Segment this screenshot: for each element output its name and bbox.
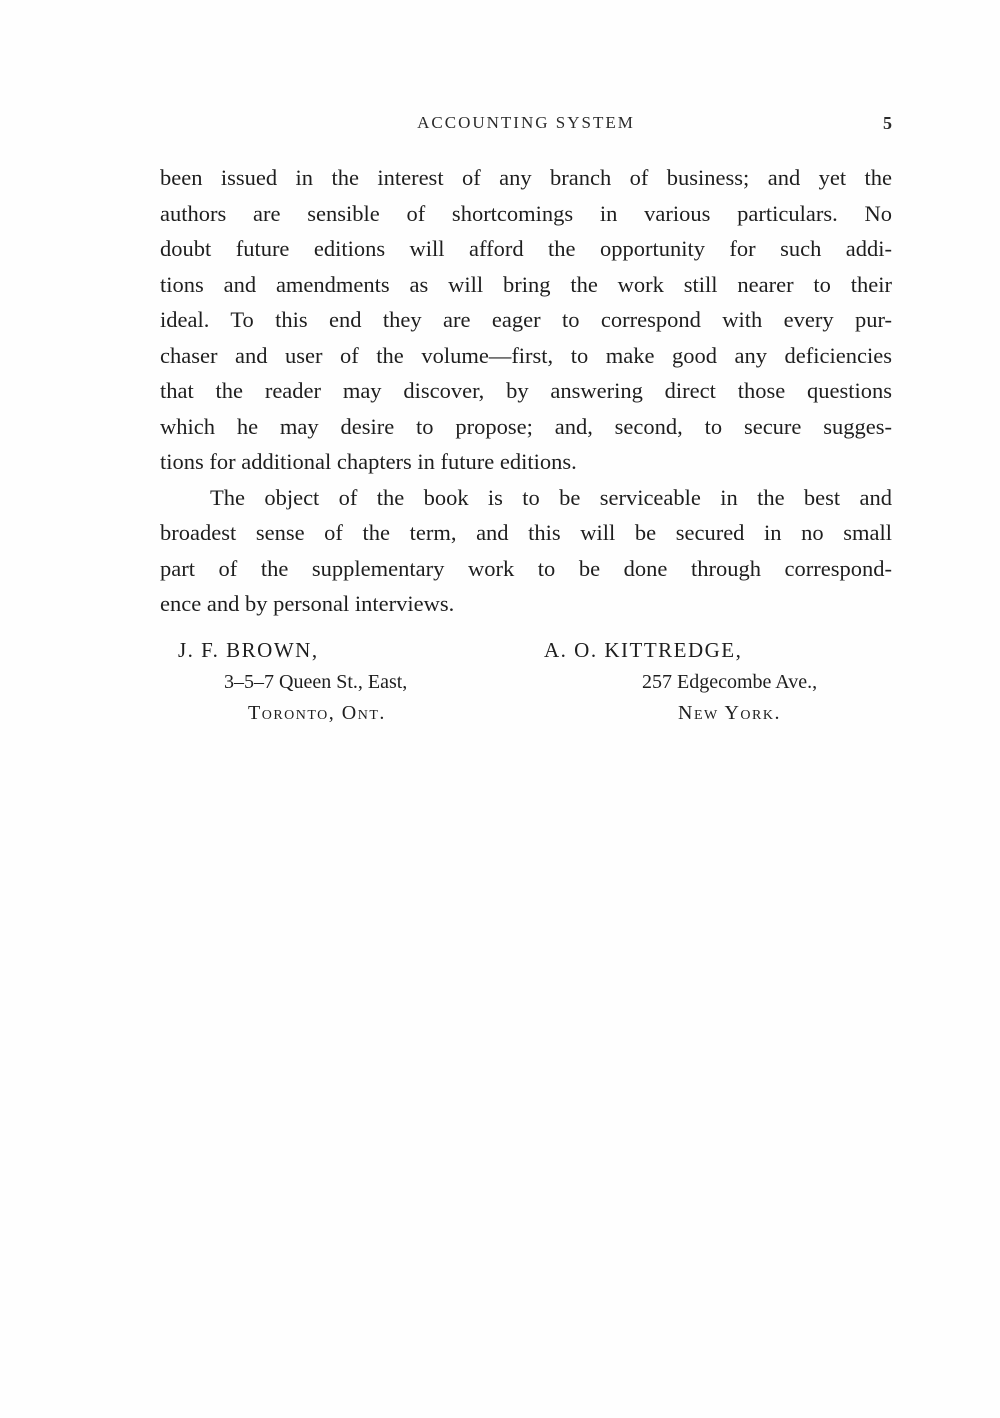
signature-city: Toronto, Ont. xyxy=(248,702,386,724)
paragraph-2 xyxy=(160,480,892,622)
body-text xyxy=(160,160,892,622)
paragraph-1-line: tions for additional chapters in future editions. xyxy=(160,449,577,474)
signature-street: 257 Edgecombe Ave., xyxy=(642,671,818,693)
signature-city: New York. xyxy=(678,702,781,724)
paragraph-1-line: tions and amendments as will bring the work still nearer to their xyxy=(160,271,892,297)
signature-brown xyxy=(178,634,407,728)
paragraph-2-line: ence and by personal interviews. xyxy=(160,591,455,616)
signature-name: A. O. KITTREDGE, xyxy=(544,638,743,662)
running-title: ACCOUNTING SYSTEM xyxy=(417,113,635,132)
signature-street: 3–5–7 Queen St., East, xyxy=(224,671,408,693)
paragraph-1-line: doubt future editions will afford the opportunity for such addi- xyxy=(160,236,892,261)
paragraph-1-line: chaser and user of the volume—first, to make good any deficiencies xyxy=(160,342,892,368)
paragraph-1-line: ideal. To this end they are eager to correspond with every pur- xyxy=(160,307,892,332)
paragraph-2-line: broadest sense of the term, and this will be secured in no small xyxy=(160,520,892,545)
running-head xyxy=(160,113,892,139)
paragraph-1-line: that the reader may discover, by answering direct those questions xyxy=(160,378,892,403)
paragraph-2-line: The object of the book is to be serviceable in the best and xyxy=(210,484,892,510)
paragraph-1-line: which he may desire to propose; and, second, to secure sugges- xyxy=(160,413,892,439)
paragraph-2-line: part of the supplementary work to be done through correspond- xyxy=(160,555,892,581)
page-number: 5 xyxy=(883,113,892,133)
paragraph-1-line: been issued in the interest of any branch of business; and yet the xyxy=(160,165,892,190)
paragraph-1-line: authors are sensible of shortcomings in various particulars. No xyxy=(160,200,892,226)
signature-kittredge xyxy=(544,634,817,728)
signature-name: J. F. BROWN, xyxy=(178,638,319,662)
paragraph-1 xyxy=(160,160,892,480)
signatures xyxy=(160,634,892,744)
